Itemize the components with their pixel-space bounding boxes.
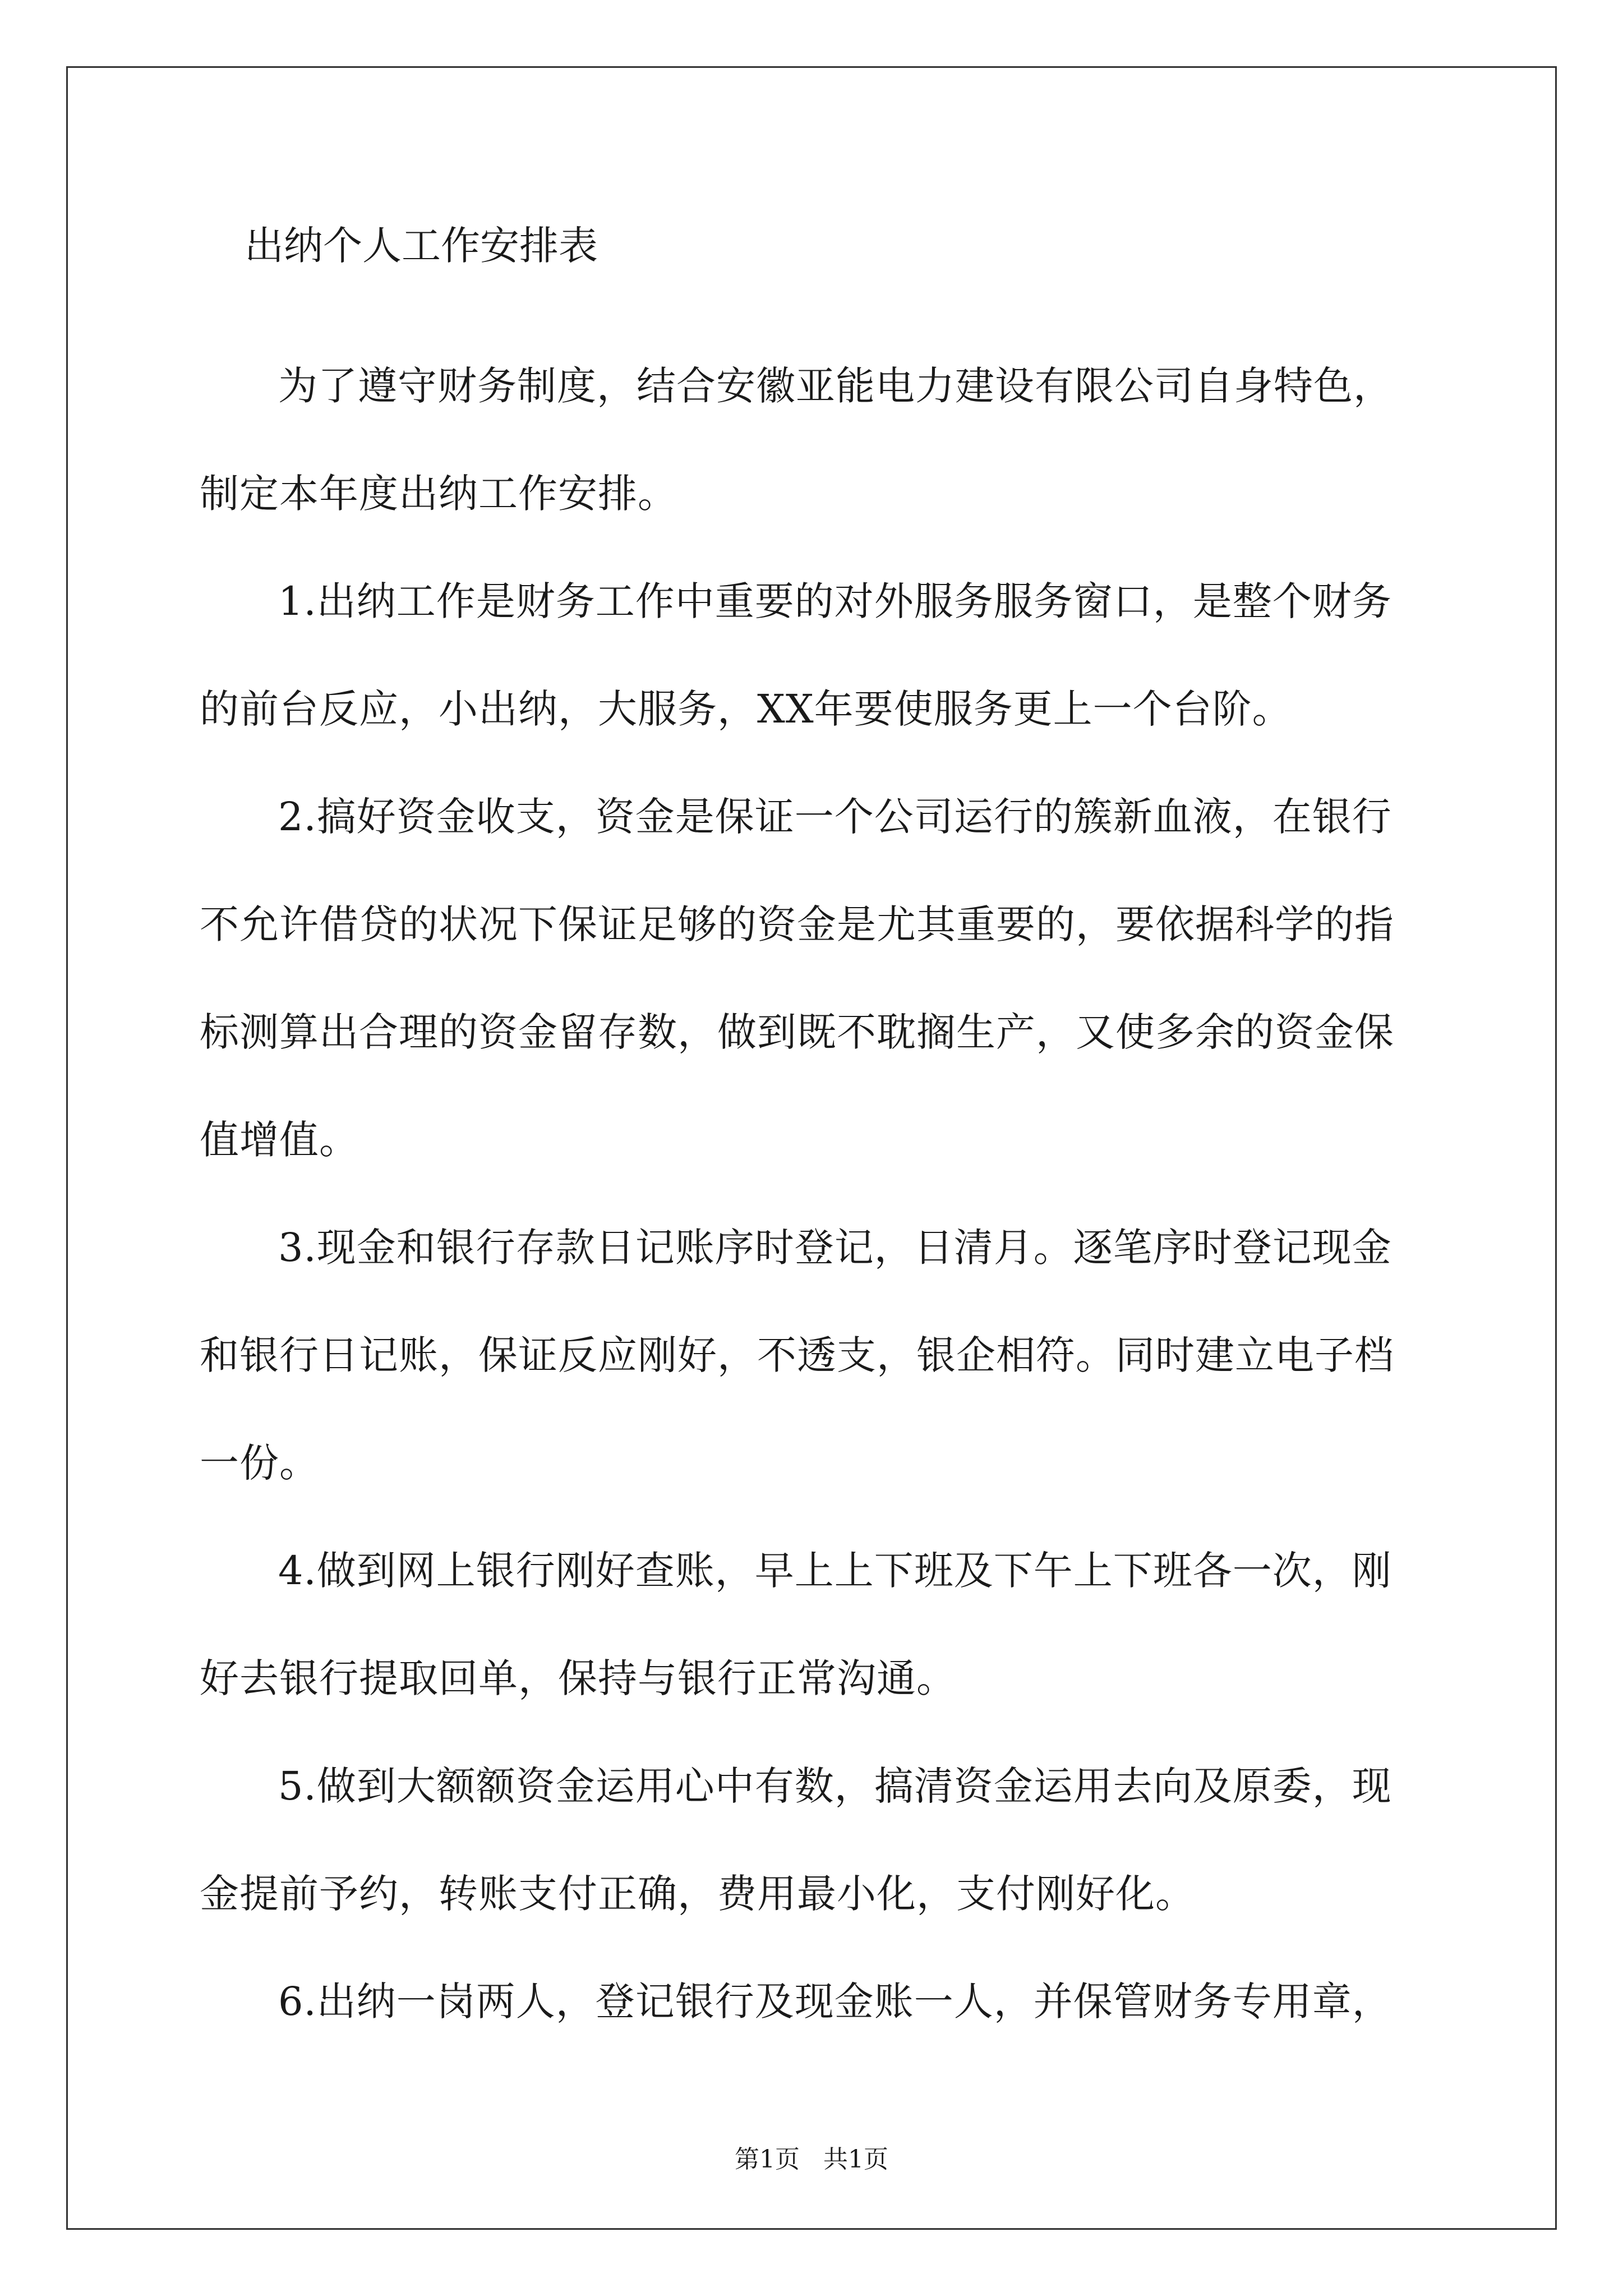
document-title: 出纳个人工作安排表 — [245, 223, 598, 269]
paragraph-item-5: 5.做到大额额资金运用心中有数，搞清资金运用去向及原委，现金提前予约，转账支付正确，费用最小化，支付刚好化。 — [200, 1763, 1392, 1917]
document-body — [200, 219, 1427, 2055]
paragraph-item-3: 3.现金和银行存款日记账序时登记，日清月。逐笔序时登记现金和银行日记账，保证反应刚好，不透支，银企相符。同时建立电子档一份。 — [200, 1225, 1394, 1486]
paragraph-intro: 为了遵守财务制度，结合安徽亚能电力建设有限公司自身特色，制定本年度出纳工作安排。 — [200, 363, 1393, 517]
page-footer — [0, 2143, 1623, 2177]
page-total: 共1页 — [823, 2145, 888, 2174]
page-number: 第1页 — [735, 2145, 800, 2174]
paragraph-item-4: 4.做到网上银行刚好查账，早上上下班及下午上下班各一次，刚好去银行提取回单，保持与银行正常沟通。 — [200, 1548, 1392, 1701]
paragraph-item-6: 6.出纳一岗两人，登记银行及现金账一人，并保管财务专用章， — [278, 1978, 1392, 2024]
paragraph-item-1: 1.出纳工作是财务工作中重要的对外服务服务窗口，是整个财务的前台反应，小出纳，大服务，XX年要使服务更上一个台阶。 — [200, 578, 1392, 732]
paragraph-item-2: 2.搞好资金收支，资金是保证一个公司运行的簇新血液，在银行不允许借贷的状况下保证足够的资金是尤其重要的，要依据科学的指标测算出合理的资金留存数，做到既不耽搁生产，又使多余的资金保值增值。 — [200, 794, 1394, 1163]
